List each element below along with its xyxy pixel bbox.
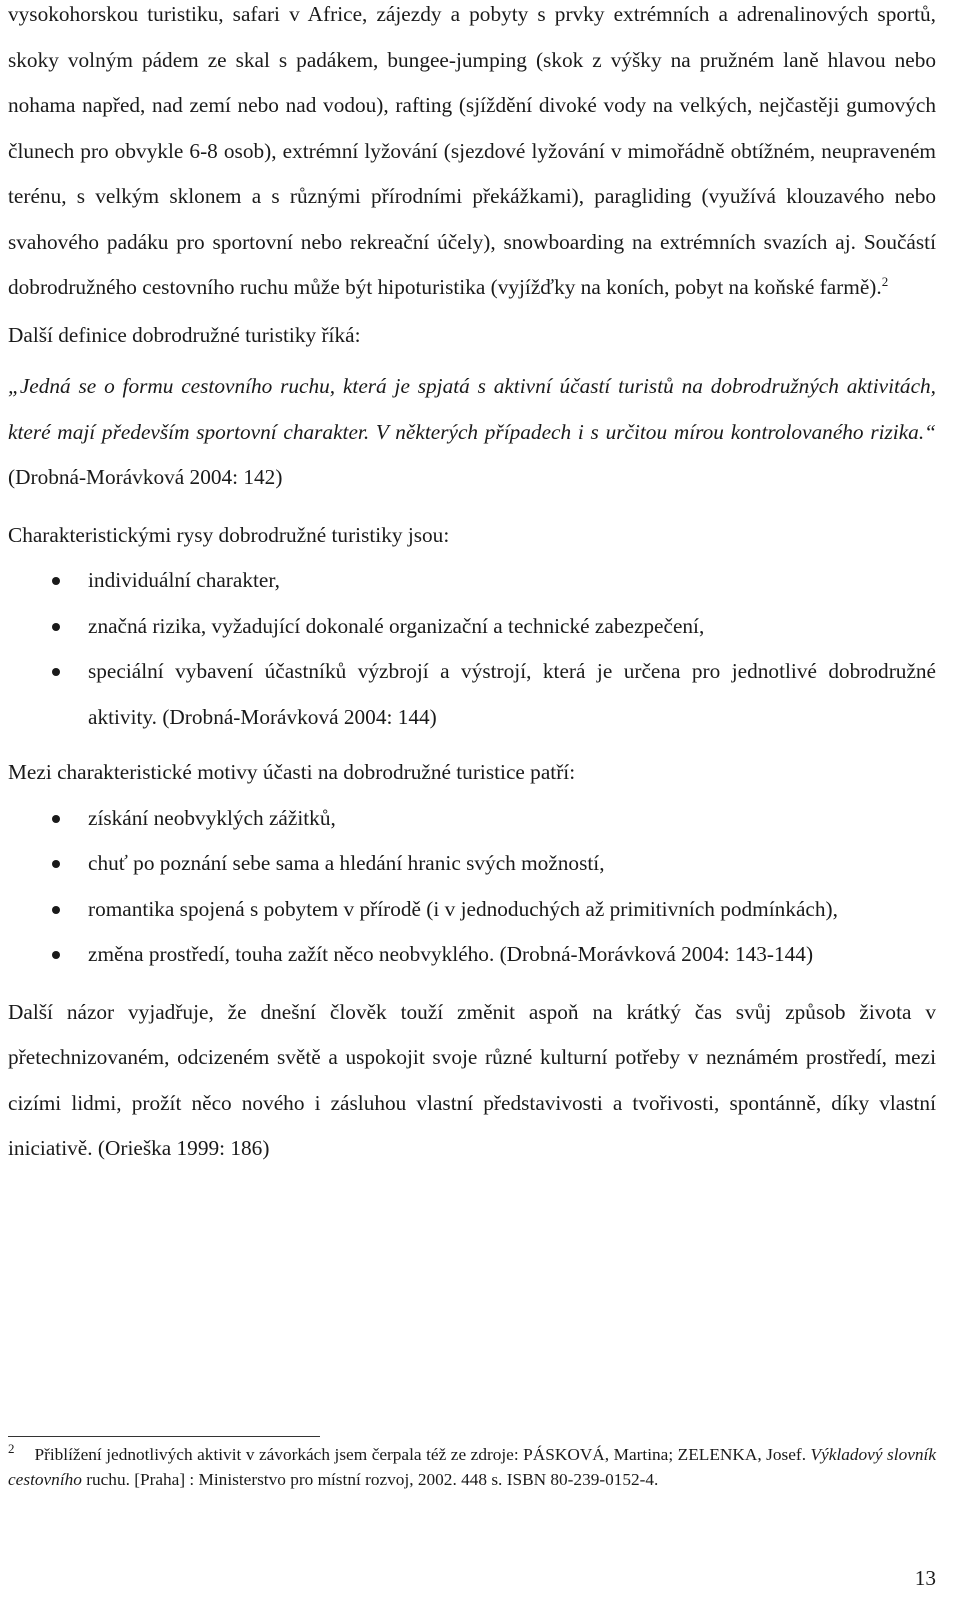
bullet-icon [52, 815, 60, 823]
bullet-icon [52, 951, 60, 959]
bullet-icon [52, 860, 60, 868]
bullet-icon [52, 906, 60, 914]
footnote-text-before: Přiblížení jednotlivých aktivit v závorkách jsem čerpala též ze zdroje: PÁSKOVÁ, Martina; ZELENKA, Josef. [34, 1445, 807, 1464]
footnote-text-after: ruchu. [Praha] : Ministerstvo pro místní rozvoj, 2002. 448 s. ISBN 80-239-0152-4. [86, 1469, 659, 1489]
list-item: chuť po poznání sebe sama a hledání hranic svých možností, [8, 841, 936, 887]
paragraph-characteristics-intro: Charakteristickými rysy dobrodružné turistiky jsou: [8, 522, 450, 547]
list-item: individuální charakter, [8, 558, 936, 604]
bullet-icon [52, 668, 60, 676]
paragraph-opinion: Další názor vyjadřuje, že dnešní člověk touží změnit aspoň na krátký čas svůj způsob života v přetechnizovaném, odcizeném světě a uspokojit svoje různé kulturní potřeby v neznámém prostředí, mezi cizími lidmi, prožít něco nového i zásluhou vlastní představivosti a tvořivosti, spontánně, díky vlastní iniciativě. (Orieška 1999: 186) [8, 999, 936, 1160]
footnote-title: Výkladový slovník cestovního [8, 1445, 936, 1489]
quote-citation: (Drobná-Morávková 2004: 142) [8, 465, 283, 489]
paragraph-motives-intro: Mezi charakteristické motivy účasti na dobrodružné turistice patří: [8, 760, 576, 784]
document-page [8, 0, 936, 1172]
definition-quote [8, 364, 936, 501]
list-item: romantika spojená s pobytem v přírodě (i v jednoduchých až primitivních podmínkách), [8, 887, 936, 933]
bullet-icon [52, 577, 60, 585]
paragraph-definition-intro: Další definice dobrodružné turistiky říká: [8, 322, 361, 347]
quote-text: „Jedná se o formu cestovního ruchu, která je spjatá s aktivní účastí turistů na dobrodružných aktivitách, které mají především sportovní charakter. V některých případech i s určitou mírou kontrolovaného rizika.“ [8, 374, 936, 444]
motives-list [8, 796, 936, 978]
footnote-separator [8, 1436, 320, 1437]
paragraph-text: vysokohorskou turistiku, safari v Africe, zájezdy a pobyty s prvky extrémních a adrenalinových sportů, skoky volným pádem ze skal s padákem, bungee-jumping (skok z výšky na pružném laně hlavou nebo nohama napřed, nad zemí nebo nad vodou), rafting (sjíždění divoké vody na velkých, nejčastěji gumových člunech pro obvykle 6-8 osob), extrémní lyžování (sjezdové lyžování v mimořádně obtížném, neupraveném terénu, s velkým sklonem a s různými přírodními překážkami), paragliding (využívá klouzavého nebo svahového padáku pro sportovní nebo rekreační účely), snowboarding na extrémních svazích aj. Součástí dobrodružného cestovního ruchu může být hipoturistika (vyjížďky na koních, pobyt na koňské farmě). [8, 2, 936, 299]
list-item: speciální vybavení účastníků výzbrojí a výstrojí, která je určena pro jednotlivé dobrodružné aktivity. (Drobná-Morávková 2004: 144) [8, 649, 936, 740]
list-item: změna prostředí, touha zažít něco neobvyklého. (Drobná-Morávková 2004: 143-144) [8, 932, 936, 978]
footnote-mark: 2 [8, 1441, 15, 1457]
footnote [8, 1443, 936, 1492]
bullet-icon [52, 623, 60, 631]
characteristics-list [8, 558, 936, 740]
list-item: získání neobvyklých zážitků, [8, 796, 936, 842]
page-number: 13 [914, 1566, 936, 1590]
list-item: značná rizika, vyžadující dokonalé organizační a technické zabezpečení, [8, 604, 936, 650]
paragraph-adventure-activities [8, 0, 936, 311]
footnote-reference: 2 [881, 273, 889, 289]
